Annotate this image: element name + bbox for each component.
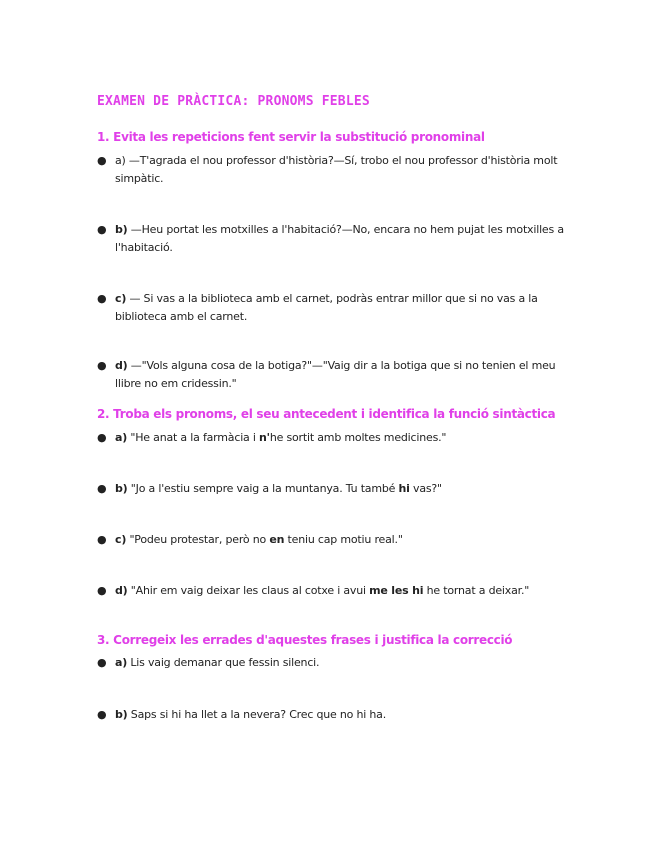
item-text: — Si vas a la biblioteca amb el carnet, podràs entrar millor que si no vas a la biblioteca amb el carnet.	[115, 292, 538, 323]
item-text: Saps si hi ha llet a la nevera? Crec que no hi ha.	[127, 708, 387, 721]
list-item	[97, 357, 577, 393]
bullet-icon: ●	[97, 708, 107, 721]
pronoun-highlight: hi	[398, 482, 410, 495]
list-item	[97, 480, 577, 498]
item-text-post: vas?"	[409, 482, 442, 495]
item-label: b)	[115, 223, 128, 236]
item-text-post: teniu cap motiu real."	[284, 533, 403, 546]
bullet-icon: ●	[97, 431, 107, 444]
bullet-icon: ●	[97, 154, 107, 167]
bullet-icon: ●	[97, 292, 107, 305]
bullet-icon: ●	[97, 584, 107, 597]
item-text: —Heu portat les motxilles a l'habitació?—No, encara no hem pujat les motxilles a l'habitació.	[115, 223, 564, 254]
page-title: EXAMEN DE PRÀCTICA: PRONOMS FEBLES	[97, 94, 370, 109]
item-text-pre: "He anat a la farmàcia i	[127, 431, 260, 444]
item-text: a) —T'agrada el nou professor d'història?—Sí, trobo el nou professor d'història molt simpàtic.	[115, 154, 558, 185]
item-text: Lis vaig demanar que fessin silenci.	[127, 656, 320, 669]
section-heading-2: 2. Troba els pronoms, el seu antecedent i identifica la funció sintàctica	[97, 407, 556, 421]
list-item	[97, 290, 577, 326]
bullet-icon: ●	[97, 533, 107, 546]
item-text-post: he sortit amb moltes medicines."	[269, 431, 447, 444]
section-heading-1: 1. Evita les repeticions fent servir la substitució pronominal	[97, 130, 485, 144]
item-label: b)	[115, 482, 128, 495]
pronoun-highlight: me les hi	[369, 584, 424, 597]
list-item	[97, 152, 577, 188]
bullet-icon: ●	[97, 223, 107, 236]
list-item	[97, 582, 577, 600]
item-label: d)	[115, 584, 128, 597]
bullet-icon: ●	[97, 482, 107, 495]
bullet-icon: ●	[97, 359, 107, 372]
item-label: a)	[115, 431, 128, 444]
item-text-pre: "Ahir em vaig deixar les claus al cotxe i avui	[127, 584, 370, 597]
list-item	[97, 221, 577, 257]
item-label: c)	[115, 292, 127, 305]
list-item	[97, 531, 577, 549]
list-item	[97, 654, 577, 672]
pronoun-highlight: en	[269, 533, 285, 546]
item-label: b)	[115, 708, 128, 721]
item-text-pre: "Jo a l'estiu sempre vaig a la muntanya. Tu també	[127, 482, 399, 495]
bullet-icon: ●	[97, 656, 107, 669]
section-heading-3: 3. Corregeix les errades d'aquestes frases i justifica la correcció	[97, 633, 513, 647]
list-item	[97, 706, 577, 724]
list-item	[97, 429, 577, 447]
item-label: d)	[115, 359, 128, 372]
pronoun-highlight: n'	[259, 431, 270, 444]
item-text: —"Vols alguna cosa de la botiga?"—"Vaig dir a la botiga que si no tenien el meu llibre no em cridessin."	[115, 359, 556, 390]
item-text-pre: "Podeu protestar, però no	[126, 533, 270, 546]
item-text-post: he tornat a deixar."	[423, 584, 530, 597]
item-label: a)	[115, 656, 128, 669]
item-label: c)	[115, 533, 127, 546]
